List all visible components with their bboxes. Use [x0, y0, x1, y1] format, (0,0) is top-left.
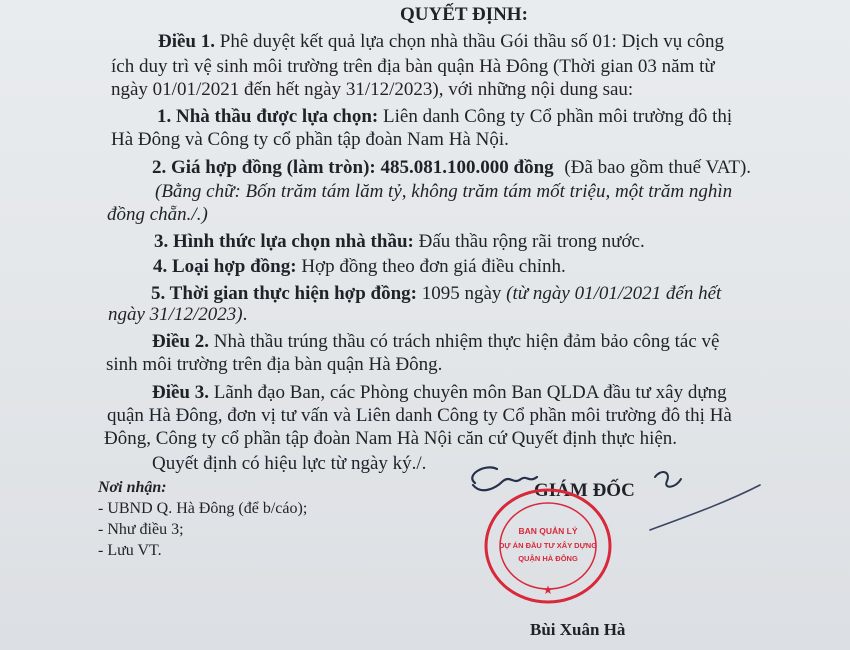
contract-value: 485.081.100.000 đồng — [380, 157, 554, 178]
item-1-line-1 — [157, 106, 732, 128]
recipient-item: - Như điều 3; — [98, 521, 184, 538]
seal-line-2: DỰ ÁN ĐẦU TƯ XÂY DỰNG — [498, 541, 598, 550]
item-2-line-1 — [152, 157, 751, 179]
recipient-item: - UBND Q. Hà Đông (để b/cáo); — [98, 500, 308, 517]
recipient-item: - Lưu VT. — [98, 542, 162, 559]
article-2-line-1 — [152, 331, 719, 353]
article-2-line-2: sinh môi trường trên địa bàn quận Hà Đông. — [106, 354, 443, 375]
item-1-line-2: Hà Đông và Công ty cổ phần tập đoàn Nam Hà Nội. — [111, 129, 509, 150]
seal-line-1: BAN QUẢN LÝ — [518, 526, 578, 536]
item-1-text-1: Liên danh Công ty Cổ phần môi trường đô thị — [383, 106, 733, 127]
item-1-label: 1. Nhà thầu được lựa chọn: — [157, 106, 379, 127]
item-4-text: Hợp đồng theo đơn giá điều chỉnh. — [301, 256, 566, 277]
item-5-label: 5. Thời gian thực hiện hợp đồng: — [151, 283, 417, 304]
recipients-heading: Nơi nhận: — [98, 479, 167, 496]
article-3-label: Điều 3. — [152, 382, 209, 403]
article-3-text-1: Lãnh đạo Ban, các Phòng chuyên môn Ban QLDA đầu tư xây dựng — [213, 382, 727, 403]
svg-text:★: ★ — [542, 583, 554, 597]
item-5-line-2 — [108, 304, 247, 326]
item-5-line-1 — [151, 283, 721, 305]
effective-date-line: Quyết định có hiệu lực từ ngày ký./. — [152, 453, 427, 474]
signer-position: GIÁM ĐỐC — [534, 480, 635, 501]
item-3-text: Đấu thầu rộng rãi trong nước. — [418, 231, 645, 252]
seal-line-3: QUẬN HÀ ĐÔNG — [518, 554, 578, 563]
article-3-line-1 — [152, 382, 727, 404]
article-2-label: Điều 2. — [152, 331, 209, 352]
article-1-label: Điều 1. — [158, 31, 215, 52]
official-seal — [478, 482, 618, 607]
item-4-line — [153, 256, 566, 278]
item-5-end: . — [242, 304, 248, 325]
article-1-line-2: ích duy trì vệ sinh môi trường trên địa bàn quận Hà Đông (Thời gian 03 năm từ — [111, 56, 715, 77]
article-3-line-3: Đông, Công ty cổ phần tập đoàn Nam Hà Nội căn cứ Quyết định thực hiện. — [104, 428, 678, 449]
amount-in-words-1: (Bằng chữ: Bốn trăm tám lăm tỷ, không trăm tám mốt triệu, một trăm nghìn — [155, 181, 733, 202]
signer-name: Bùi Xuân Hà — [530, 620, 626, 639]
article-2-text-1: Nhà thầu trúng thầu có trách nhiệm thực hiện đảm bảo công tác vệ — [213, 331, 720, 352]
article-3-line-2: quận Hà Đông, đơn vị tư vấn và Liên danh Công ty Cổ phần môi trường đô thị Hà — [107, 405, 732, 426]
item-2-label: 2. Giá hợp đồng (làm tròn): — [152, 157, 376, 178]
amount-in-words-2: đồng chẵn./.) — [107, 204, 208, 225]
item-5-italic-2: ngày 31/12/2023) — [108, 304, 243, 325]
document-title: QUYẾT ĐỊNH: — [400, 4, 528, 25]
article-1-line-3: ngày 01/01/2021 đến hết ngày 31/12/2023), với những nội dung sau: — [111, 79, 634, 100]
article-1-text-1: Phê duyệt kết quả lựa chọn nhà thầu Gói thầu số 01: Dịch vụ công — [219, 31, 724, 52]
item-4-label: 4. Loại hợp đồng: — [153, 256, 297, 277]
item-3-label: 3. Hình thức lựa chọn nhà thầu: — [154, 231, 414, 252]
vat-note: (Đã bao gồm thuế VAT). — [564, 157, 752, 178]
item-5-italic-1: (từ ngày 01/01/2021 đến hết — [506, 283, 722, 304]
item-5-text: 1095 ngày — [421, 283, 502, 304]
article-1-line-1 — [158, 31, 724, 53]
item-3-line — [154, 231, 645, 253]
